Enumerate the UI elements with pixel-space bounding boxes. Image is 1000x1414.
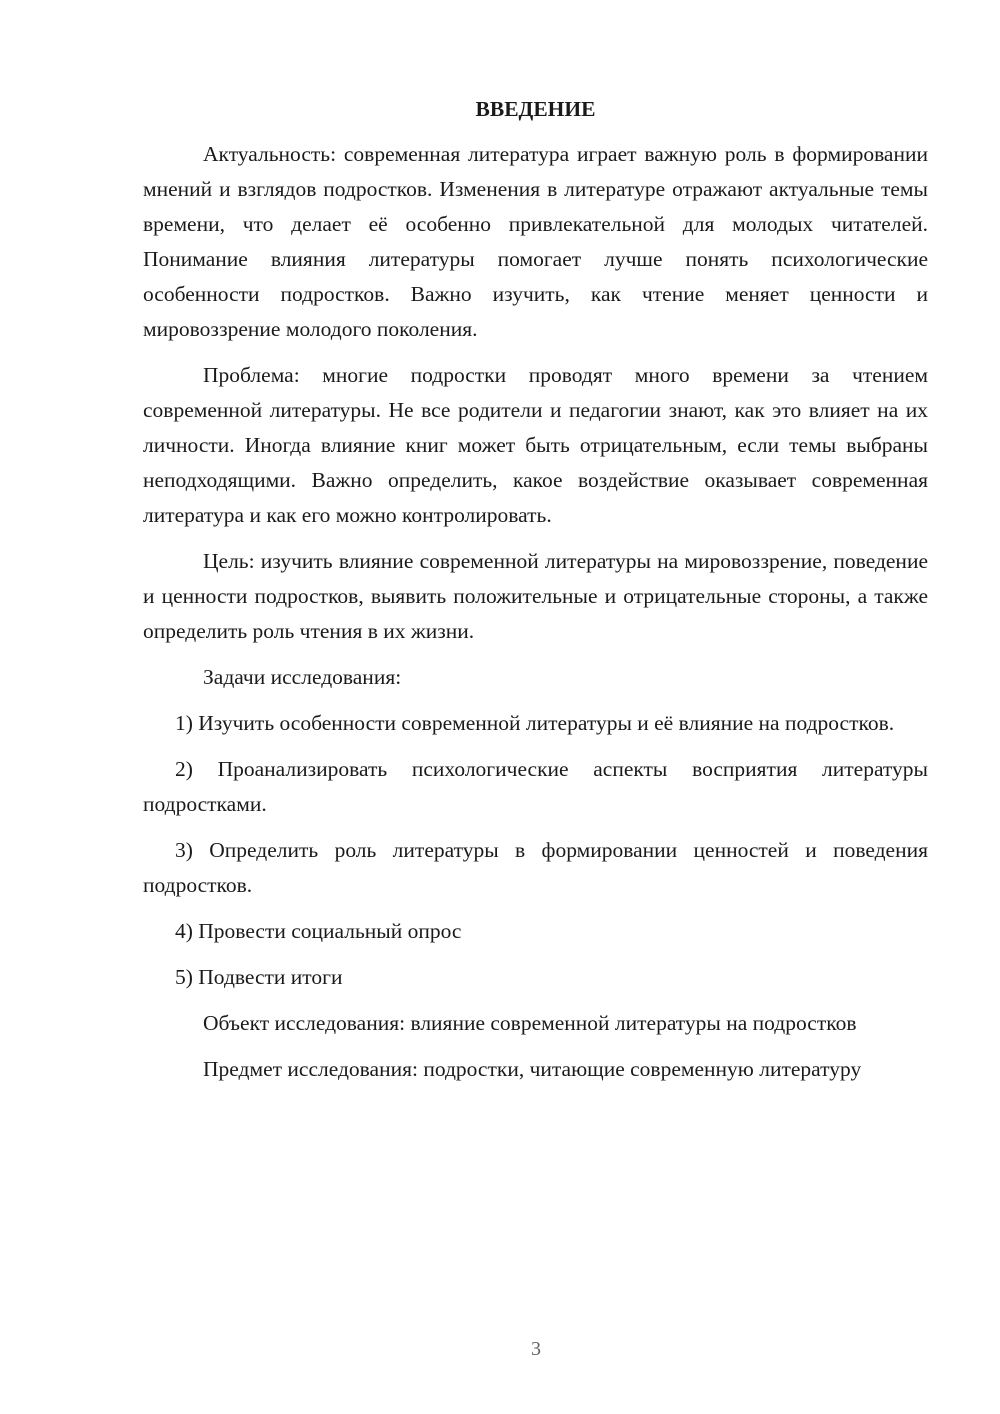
task-item: 5) Подвести итоги (175, 965, 343, 989)
goal-paragraph: Цель: изучить влияние современной литературы на мировоззрение, поведение и ценности подростков, выявить положительные и отрицательные стороны, а также определить роль чтения в их жизни. (143, 549, 928, 643)
task-item: 1) Изучить особенности современной литературы и её влияние на подростков. (175, 711, 895, 735)
task-item: 3) Определить роль литературы в формировании ценностей и поведения подростков. (143, 838, 928, 897)
task-item: 2) Проанализировать психологические аспекты восприятия литературы подростками. (143, 757, 928, 816)
research-object-paragraph: Объект исследования: влияние современной литературы на подростков (203, 1011, 857, 1035)
relevance-paragraph: Актуальность: современная литература играет важную роль в формировании мнений и взглядов подростков. Изменения в литературе отражают актуальные темы времени, что делает её особенно привлекательной для молодых читателей. Понимание влияния литературы помогает лучше понять психологические особенности подростков. Важно изучить, как чтение меняет ценности и мировоззрение молодого поколения. (143, 142, 928, 341)
section-heading: ВВЕДЕНИЕ (475, 97, 596, 121)
page-number: 3 (531, 1338, 541, 1360)
task-item: 4) Провести социальный опрос (175, 919, 462, 943)
tasks-title: Задачи исследования: (203, 665, 402, 689)
problem-paragraph: Проблема: многие подростки проводят много времени за чтением современной литературы. Не все родители и педагогии знают, как это влияет на их личности. Иногда влияние книг может быть отрицательным, если темы выбраны неподходящими. Важно определить, какое воздействие оказывает современная литература и как его можно контролировать. (143, 363, 928, 527)
research-subject-paragraph: Предмет исследования: подростки, читающие современную литературу (203, 1057, 862, 1081)
page-content (143, 92, 928, 1098)
